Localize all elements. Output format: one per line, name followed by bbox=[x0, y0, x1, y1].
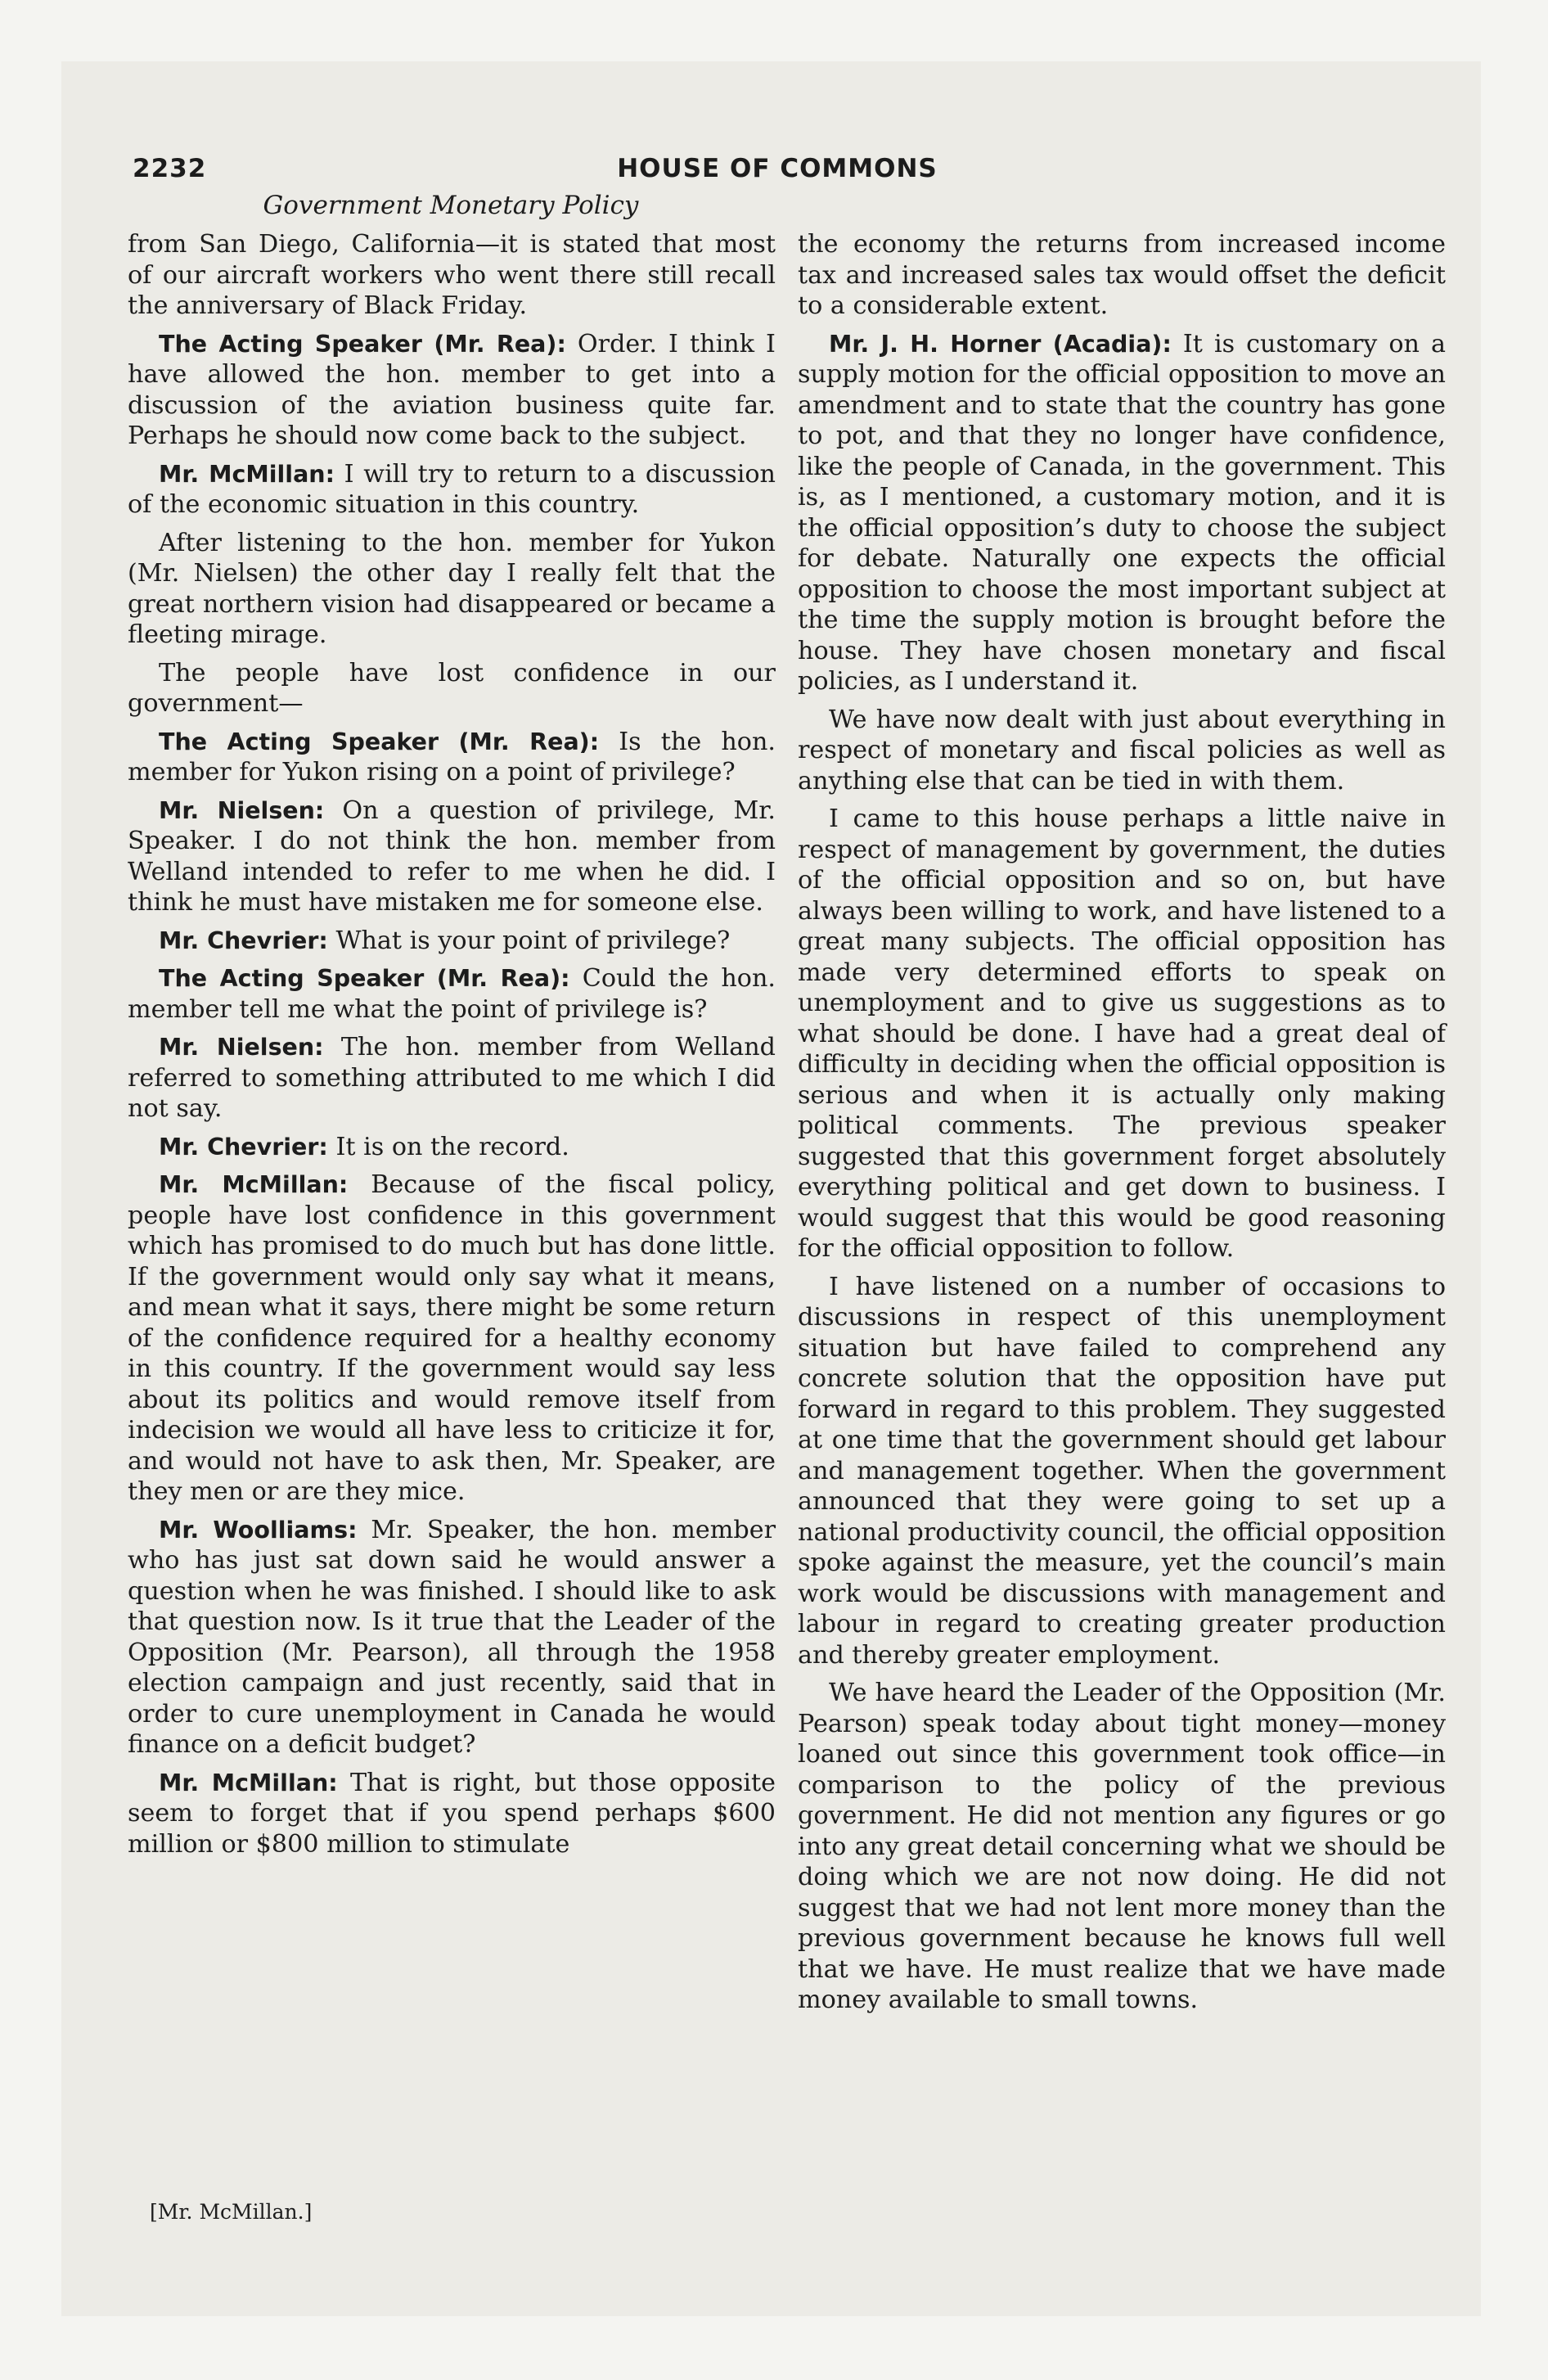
speech-paragraph bbox=[128, 329, 776, 452]
speech-text: Is the hon. member for Yukon rising on a point of privilege? bbox=[128, 727, 776, 787]
speech-text: That is right, but those opposite seem to forget that if you spend perhaps $600 million or $800 million to stimulate bbox=[128, 1768, 776, 1859]
body-paragraph: The people have lost confidence in our government— bbox=[128, 658, 776, 718]
body-paragraph: from San Diego, California—it is stated that most of our aircraft workers who went there still recall the anniversary of Black Friday. bbox=[128, 230, 776, 320]
speech-paragraph bbox=[128, 963, 776, 1025]
speaker-name: Mr. McMillan: bbox=[159, 1171, 349, 1198]
page-footer: [Mr. McMillan.] bbox=[150, 2200, 313, 2224]
speaker-name: Mr. Nielsen: bbox=[159, 796, 325, 824]
speaker-name: The Acting Speaker (Mr. Rea): bbox=[159, 965, 570, 992]
page-header bbox=[133, 154, 1422, 190]
body-paragraph: I came to this house perhaps a little naive in respect of management by government, the duties of the official opposition and so on, but have always been willing to work, and have listened to a great many subjects. The official opposition has made very determined efforts to speak on unemployment and to give us suggestions as to what should be done. I have had a great deal of difficulty in deciding when the official opposition is serious and when it is actually only making political comments. The previous speaker suggested that this government forget absolutely everything political and get down to business. I would suggest that this would be good reasoning for the official opposition to follow. bbox=[798, 805, 1446, 1263]
speaker-name: The Acting Speaker (Mr. Rea): bbox=[159, 330, 566, 358]
speech-paragraph bbox=[128, 926, 776, 957]
speaker-name: Mr. Chevrier: bbox=[159, 926, 328, 954]
speaker-name: The Acting Speaker (Mr. Rea): bbox=[159, 728, 600, 755]
speech-paragraph bbox=[128, 1032, 776, 1125]
speaker-name: Mr. Chevrier: bbox=[159, 1133, 328, 1161]
speech-text: Could the hon. member tell me what the point of privilege is? bbox=[128, 964, 776, 1024]
speech-text: Order. I think I have allowed the hon. member to get into a discussion of the aviation business quite far. Perhaps he should now come back to the subject. bbox=[128, 329, 776, 450]
running-title: HOUSE OF COMMONS bbox=[617, 154, 938, 183]
speech-text: What is your point of privilege? bbox=[335, 926, 731, 955]
page-number: 2232 bbox=[133, 154, 207, 183]
section-subheading: Government Monetary Policy bbox=[263, 191, 639, 220]
speech-text: I will try to return to a discussion of the economic situation in this country. bbox=[128, 459, 776, 519]
left-column bbox=[128, 229, 776, 1867]
body-paragraph: We have heard the Leader of the Opposition (Mr. Pearson) speak today about tight money—money loaned out since this government took office—in comparison to the policy of the previous government. He did not mention any figures or go into any great detail concerning what we should be doing which we are not now doing. He did not suggest that we had not lent more money than the previous government because he knows full well that we have. He must realize that we have made money available to small towns. bbox=[798, 1679, 1446, 2014]
right-column bbox=[798, 229, 1446, 2023]
speech-paragraph bbox=[128, 1132, 776, 1163]
speech-text: The hon. member from Welland referred to something attributed to me which I did not say. bbox=[128, 1033, 776, 1123]
speech-text: It is on the record. bbox=[335, 1132, 569, 1161]
speech-text: It is customary on a supply motion for the official opposition to move an amendment and to state that the country has gone to pot, and that they no longer have confidence, like the people of Canada, in the government. This is, as I mentioned, a customary motion, and it is the official opposition’s duty to choose the subject for debate. Naturally one expects the official opposition to choose the most important subject at the time the supply motion is brought before the house. They have chosen monetary and fiscal policies, as I understand it. bbox=[798, 329, 1447, 696]
speech-text: Mr. Speaker, the hon. member who has just sat down said he would answer a question when he was finished. I should like to ask that question now. Is it true that the Leader of the Opposition (Mr. Pearson), all through the 1958 election campaign and just recently, said that in order to cure unemployment in Canada he would finance on a deficit budget? bbox=[128, 1515, 776, 1759]
body-paragraph: We have now dealt with just about everything in respect of monetary and fiscal policies as well as anything else that can be tied in with them. bbox=[798, 705, 1446, 796]
speech-paragraph bbox=[128, 727, 776, 788]
body-paragraph: After listening to the hon. member for Yukon (Mr. Nielsen) the other day I really felt that the great northern vision had disappeared or became a fleeting mirage. bbox=[128, 528, 776, 649]
speaker-name: Mr. Woolliams: bbox=[159, 1516, 358, 1544]
speech-paragraph bbox=[128, 459, 776, 521]
speech-paragraph bbox=[128, 1768, 776, 1860]
speech-paragraph bbox=[128, 1515, 776, 1760]
body-paragraph: I have listened on a number of occasions to discussions in respect of this unemployment situation but have failed to comprehend any concrete solution that the opposition have put forward in regard to this problem. They suggested at one time that the government should get labour and management together. When the government announced that they were going to set up a national productivity council, the official opposition spoke against the measure, yet the council’s main work would be discussions with management and labour in regard to creating greater production and thereby greater employment. bbox=[798, 1272, 1446, 1670]
speaker-name: Mr. Nielsen: bbox=[159, 1034, 324, 1061]
speech-text: Because of the fiscal policy, people have lost confidence in this government which has promised to do much but has done little. If the government would only say what it means, and mean what it says, there might be some return of the confidence required for a healthy economy in this country. If the government would say less about its politics and would remove itself from indecision we would all have less to criticize it for, and would not have to ask then, Mr. Speaker, are they men or are they mice. bbox=[128, 1170, 776, 1506]
speaker-name: Mr. McMillan: bbox=[159, 460, 335, 488]
speech-paragraph bbox=[128, 796, 776, 918]
body-paragraph: the economy the returns from increased income tax and increased sales tax would offset the deficit to a considerable extent. bbox=[798, 230, 1446, 320]
speech-text: On a question of privilege, Mr. Speaker. I do not think the hon. member from Welland intended to refer to me when he did. I think he must have mistaken me for someone else. bbox=[128, 796, 776, 917]
speaker-name: Mr. McMillan: bbox=[159, 1769, 338, 1796]
speaker-name: Mr. J. H. Horner (Acadia): bbox=[829, 330, 1172, 358]
speech-paragraph bbox=[798, 329, 1446, 697]
speech-paragraph bbox=[128, 1170, 776, 1508]
